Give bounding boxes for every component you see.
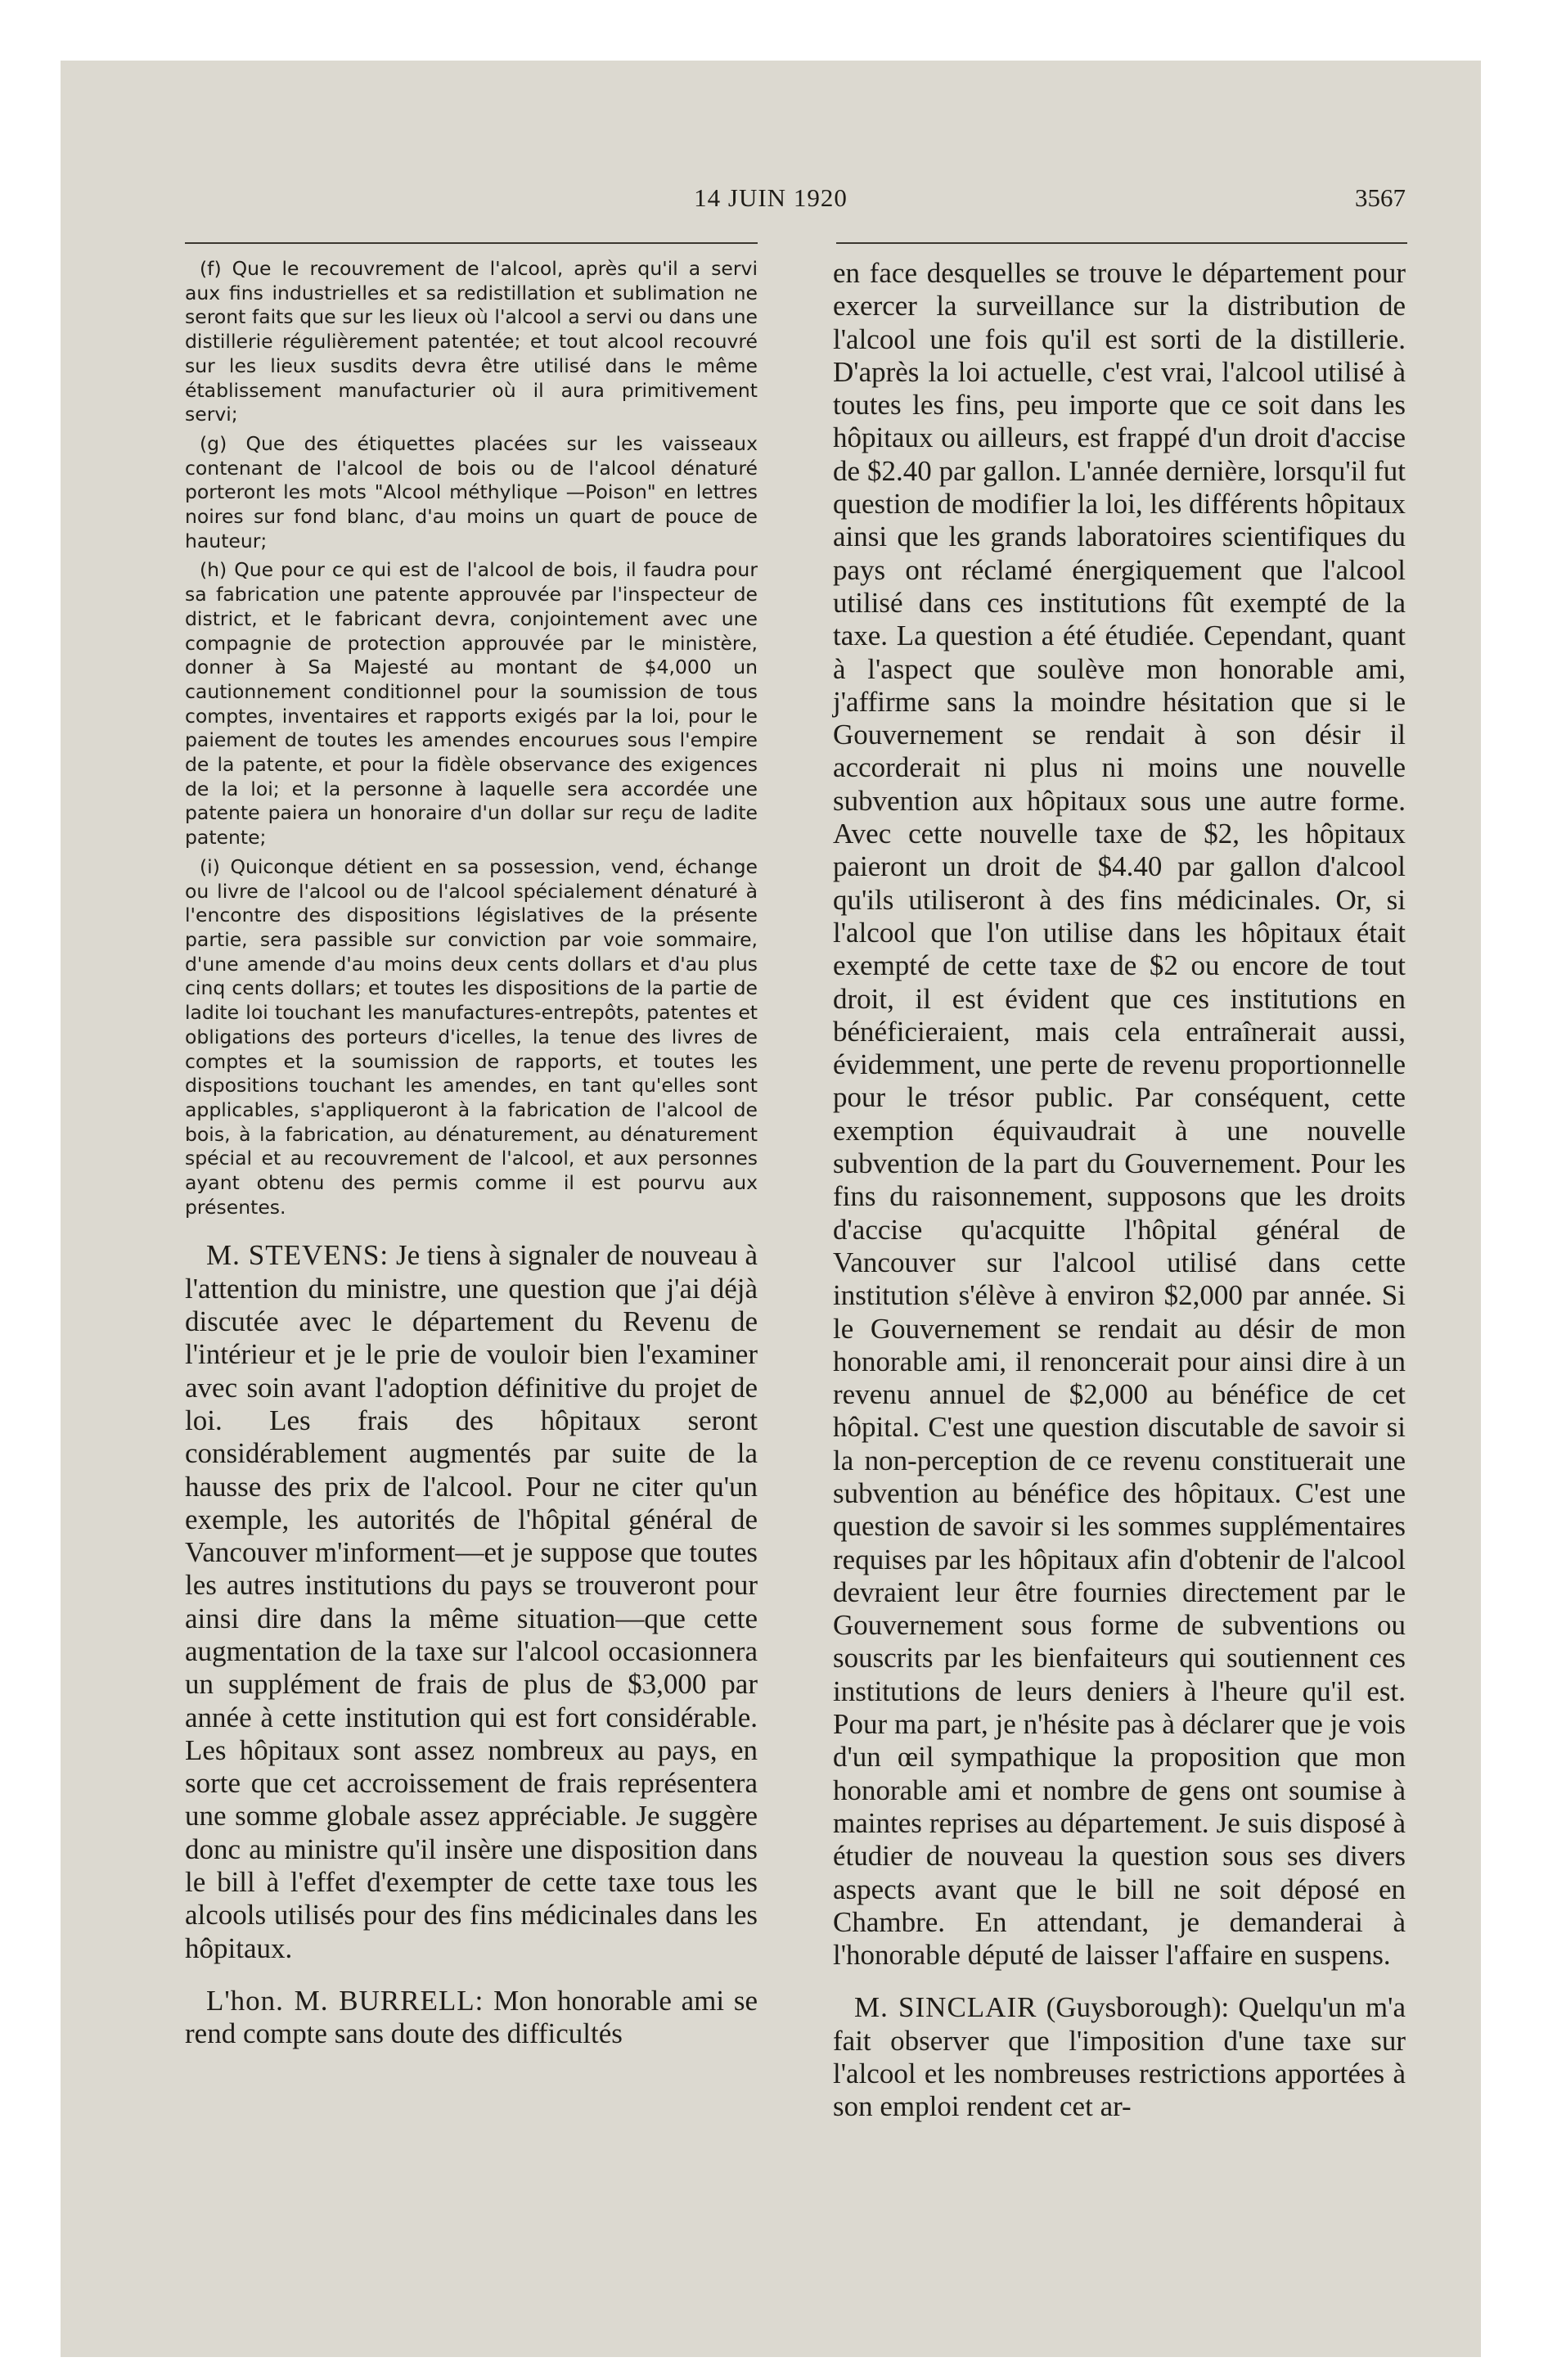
speech-stevens [185,1239,758,1965]
speaker-stevens: M. STEVENS: [206,1239,389,1272]
header-rule-left [185,242,758,244]
speech-burrell [185,1985,758,2051]
speech-sinclair-text: (Guysborough): Quelqu'un m'a fait observer que l'imposition d'une taxe sur l'alcool et les nombreuses restrictions apportées à son emploi rendent cet ar- [833,1991,1406,2123]
speech-stevens-text: Je tiens à signaler de nouveau à l'attention du ministre, une question que j'ai déjà discutée avec le département du Revenu de l'intérieur et je le prie de vouloir bien l'examiner avec soin avant l'adoption définitive du projet de loi. Les frais des hôpitaux seront considérablement augmentés par suite de la hausse des prix de l'alcool. Pour ne citer qu'un exemple, les autorités de l'hôpital général de Vancouver m'informent—et je suppose que toutes les autres institutions du pays se trouveront pour ainsi dire dans la même situation—que cette augmentation de la taxe sur l'alcool occasionnera un supplément de frais de plus de $3,000 par année à cette institution qui est fort considérable. Les hôpitaux sont assez nombreux au pays, en sorte que cet accroissement de frais représentera une somme globale assez appréciable. Je suggère donc au ministre qu'il insère une disposition dans le bill à l'effet d'exempter de cette taxe tous les alcools utilisés pour des fins médicinales dans les hôpitaux. [185,1239,758,1964]
right-column [833,257,1406,2124]
clause-h: (h) Que pour ce qui est de l'alcool de bois, il faudra pour sa fabrication une patente approuvée par l'inspecteur de district, et le fabricant devra, conjointement avec une compagnie de protection approuvée par le ministère, donner à Sa Majesté au montant de $4,000 un cautionnement conditionnel pour la soumission de tous comptes, inventaires et rapports exigés par la loi, pour le paiement de toutes les amendes encourues sous l'empire de la patente, et pour la fidèle observance des exigences de la loi; et la personne à laquelle sera accordée une patente paiera un honoraire d'un dollar sur reçu de ladite patente; [185,558,758,850]
scanned-page [61,61,1481,2357]
clause-i: (i) Quiconque détient en sa possession, vend, échange ou livre de l'alcool ou de l'alcool spécialement dénaturé à l'encontre des dispositions législatives de la présente partie, sera passible sur conviction par voie sommaire, d'une amende d'au moins deux cents dollars et d'au plus cinq cents dollars; et toutes les dispositions de la partie de ladite loi touchant les manufactures-entrepôts, patentes et obligations des porteurs d'icelles, la tenue des livres de comptes et la soumission de rapports, et toutes les dispositions touchant les amendes, en tant qu'elles sont applicables, s'appliqueront à la fabrication de l'alcool de bois, à la fabrication, au dénaturement, au dénaturement spécial et au recouvrement de l'alcool, et aux personnes ayant obtenu des permis comme il est pourvu aux présentes. [185,854,758,1219]
clause-g: (g) Que des étiquettes placées sur les vaisseaux contenant de l'alcool de bois ou de l'alcool dénaturé porteront les mots "Alcool méthylique —Poison" en lettres noires sur fond blanc, d'au moins un quart de pouce de hauteur; [185,431,758,552]
speaker-burrell: L'hon. M. BURRELL: [206,1984,484,2017]
left-column [185,257,758,2051]
speech-burrell-continued: en face desquelles se trouve le département pour exercer la surveillance sur la distribution de l'alcool une fois qu'il est sorti de la distillerie. D'après la loi actuelle, c'est vrai, l'alcool utilisé à toutes les fins, peu importe que ce soit dans les hôpitaux ou ailleurs, est frappé d'un droit d'accise de $2.40 par gallon. L'année dernière, lorsqu'il fut question de modifier la loi, les différents hôpitaux ainsi que les grands laboratoires scientifiques du pays ont réclamé énergiquement que l'alcool utilisé dans ces institutions fût exempté de la taxe. La question a été étudiée. Cependant, quant à l'aspect que soulève mon honorable ami, j'affirme sans la moindre hésitation que si le Gouvernement se rendait à son désir il accorderait ni plus ni moins une nouvelle subvention aux hôpitaux sous une autre forme. Avec cette nouvelle taxe de $2, les hôpitaux paieront un droit de $4.40 par gallon d'alcool qu'ils utiliseront à des fins médicinales. Or, si l'alcool que l'on utilise dans les hôpitaux était exempté de cette taxe de $2 ou encore de tout droit, il est évident que ces institutions en bénéficieraient, mais cela entraînerait aussi, évidemment, une perte de revenu proportionnelle pour le trésor public. Par conséquent, cette exemption équivaudrait à une nouvelle subvention de la part du Gouvernement. Pour les fins du raisonnement, supposons que les droits d'accise qu'acquitte l'hôpital général de Vancouver sur l'alcool utilisé dans cette institution s'élève à environ $2,000 par année. Si le Gouvernement se rendait au désir de mon honorable ami, il renoncerait pour ainsi dire à un revenu annuel de $2,000 au bénéfice de cet hôpital. C'est une question discutable de savoir si la non-perception de ce revenu constituerait une subvention au bénéfice des hôpitaux. C'est une question de savoir si les sommes supplémentaires requises par les hôpitaux afin d'obtenir de l'alcool devraient leur être fournies directement par le Gouvernement sous forme de subventions ou souscrits par les bienfaiteurs qui soutiennent ces institutions de leurs deniers à l'heure qu'il est. Pour ma part, je n'hésite pas à déclarer que je vois d'un œil sympathique la proposition que mon honorable ami et nombre de gens ont soumise à maintes reprises au département. Je suis disposé à étudier de nouveau la question sous ses divers aspects avant que le bill ne soit déposé en Chambre. En attendant, je demanderai à l'honorable député de laisser l'affaire en suspens. [833,257,1406,1972]
speech-sinclair [833,1991,1406,2123]
page-number: 3567 [1355,183,1406,212]
header-rule-right [836,242,1407,244]
speech-burrell-text: Mon honorable ami se rend compte sans doute des difficultés [185,1984,758,2050]
running-head [61,183,1481,216]
clause-f: (f) Que le recouvrement de l'alcool, après qu'il a servi aux fins industrielles et sa redistillation et sublimation ne seront faits que sur les lieux où l'alcool a servi ou dans une distillerie régulièrement patentée; et tout alcool recouvré sur les lieux susdits devra être utilisé dans le même établissement manufacturier où il aura primitivement servi; [185,257,758,426]
speaker-sinclair: M. SINCLAIR [854,1991,1037,2024]
header-date: 14 JUIN 1920 [694,183,848,212]
